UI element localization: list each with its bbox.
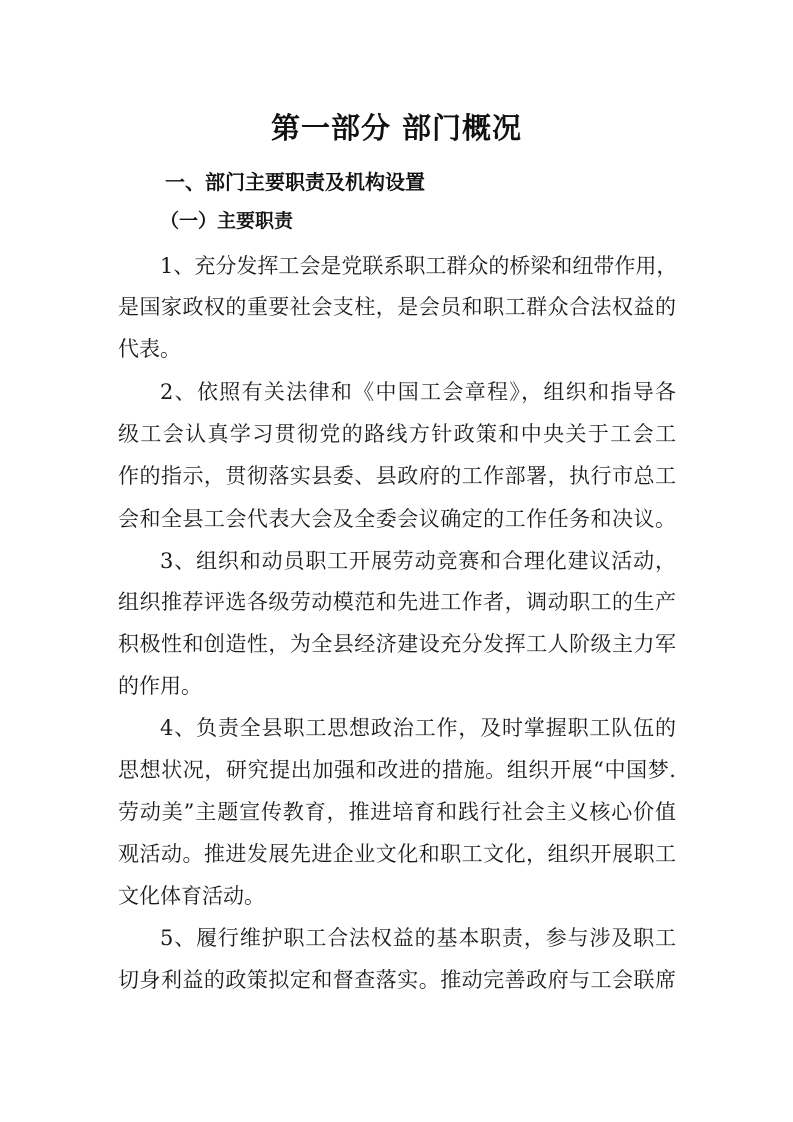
paragraph-3-line-3: 积极性和创造性，为全县经济建设充分发挥工人阶级主力军: [118, 632, 676, 656]
paragraph-4-line-4: 观活动。推进发展先进企业文化和职工文化，组织开展职工: [118, 842, 676, 866]
paragraph-3-line-1: 3、组织和动员职工开展劳动竞赛和合理化建议活动，: [160, 549, 676, 573]
paragraph-3-line-4: 的作用。: [118, 674, 202, 698]
paragraph-5-line-2: 切身利益的政策拟定和督查落实。推动完善政府与工会联席: [118, 968, 676, 992]
page-title: 第一部分 部门概况: [270, 111, 523, 145]
subsection-heading: （一）主要职责: [160, 210, 294, 232]
paragraph-4-line-5: 文化体育活动。: [118, 884, 265, 908]
paragraph-2-line-4: 会和全县工会代表大会及全委会议确定的工作任务和决议。: [118, 507, 676, 531]
paragraph-2-line-1: 2、依照有关法律和《中国工会章程》，组织和指导各: [160, 380, 676, 404]
paragraph-3-line-2: 组织推荐评选各级劳动模范和先进工作者，调动职工的生产: [118, 590, 676, 614]
paragraph-2-line-2: 级工会认真学习贯彻党的路线方针政策和中央关于工会工: [118, 422, 676, 446]
paragraph-4-line-1: 4、负责全县职工思想政治工作，及时掌握职工队伍的: [160, 716, 676, 740]
paragraph-4-line-3: 劳动美”主题宣传教育，推进培育和践行社会主义核心价值: [118, 800, 676, 824]
paragraph-1-line-3: 代表。: [118, 337, 181, 361]
paragraph-1-line-1: 1、充分发挥工会是党联系职工群众的桥梁和纽带作用，: [160, 254, 678, 278]
paragraph-4-line-2: 思想状况，研究提出加强和改进的措施。组织开展“中国梦.: [118, 758, 676, 782]
paragraph-2-line-3: 作的指示，贯彻落实县委、县政府的工作部署，执行市总工: [118, 464, 676, 488]
section-heading: 一、部门主要职责及机构设置: [165, 170, 425, 194]
paragraph-5-line-1: 5、履行维护职工合法权益的基本职责，参与涉及职工: [160, 926, 676, 950]
paragraph-1-line-2: 是国家政权的重要社会支柱，是会员和职工群众合法权益的: [118, 295, 676, 319]
